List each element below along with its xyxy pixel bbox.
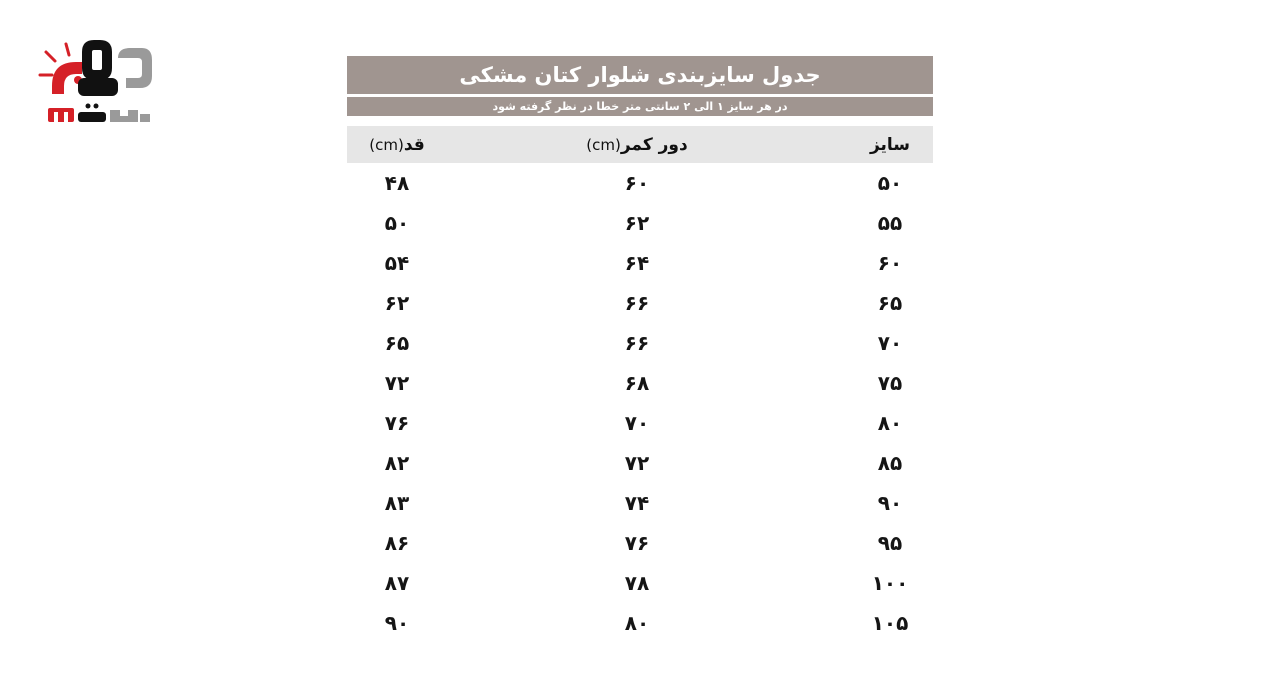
cell-size: ۷۰ xyxy=(877,331,903,355)
table-row xyxy=(347,323,933,363)
cell-height: ۹۰ xyxy=(384,611,410,635)
cell-height: ۸۲ xyxy=(384,451,410,475)
header-waist xyxy=(557,126,717,163)
cell-waist: ۶۸ xyxy=(624,371,650,395)
cell-height: ۷۲ xyxy=(384,371,410,395)
table-header-row xyxy=(347,126,933,163)
header-size-label: سایز xyxy=(869,134,911,155)
table-title: جدول سایزبندی شلوار کتان مشکی xyxy=(347,56,933,94)
cell-size: ۶۵ xyxy=(877,291,903,315)
table-row xyxy=(347,243,933,283)
header-height-unit: (cm) xyxy=(369,135,404,154)
header-height-label: قد xyxy=(403,134,425,155)
table-row xyxy=(347,563,933,603)
table-row xyxy=(347,363,933,403)
cell-waist: ۶۴ xyxy=(624,251,650,275)
cell-size: ۵۵ xyxy=(877,211,903,235)
cell-height: ۴۸ xyxy=(384,171,410,195)
cell-waist: ۶۶ xyxy=(624,291,650,315)
table-row xyxy=(347,443,933,483)
cell-height: ۶۵ xyxy=(384,331,410,355)
cell-waist: ۶۶ xyxy=(624,331,650,355)
table-row xyxy=(347,203,933,243)
cell-size: ۹۵ xyxy=(877,531,903,555)
cell-waist: ۷۴ xyxy=(624,491,650,515)
cell-size: ۱۰۵ xyxy=(871,611,909,635)
size-chart-table xyxy=(347,56,933,643)
table-row xyxy=(347,403,933,443)
table-subtitle: در هر سایز ۱ الی ۲ سانتی متر خطا در نظر گرفته شود xyxy=(347,97,933,116)
cell-size: ۹۰ xyxy=(877,491,903,515)
header-waist-label: دور کمر xyxy=(620,134,688,155)
table-row xyxy=(347,283,933,323)
table-row xyxy=(347,163,933,203)
table-row xyxy=(347,603,933,643)
cell-size: ۷۵ xyxy=(877,371,903,395)
cell-height: ۶۲ xyxy=(384,291,410,315)
cell-waist: ۷۰ xyxy=(624,411,650,435)
cell-height: ۸۳ xyxy=(384,491,410,515)
header-waist-unit: (cm) xyxy=(586,135,621,154)
cell-waist: ۶۲ xyxy=(624,211,650,235)
cell-size: ۵۰ xyxy=(877,171,903,195)
table-row xyxy=(347,483,933,523)
cell-height: ۷۶ xyxy=(384,411,410,435)
cell-size: ۱۰۰ xyxy=(871,571,909,595)
brand-logo-graphic xyxy=(38,38,154,130)
cell-height: ۸۷ xyxy=(384,571,410,595)
header-height xyxy=(347,126,447,163)
header-size xyxy=(847,126,933,163)
cell-waist: ۷۸ xyxy=(624,571,650,595)
cell-size: ۶۰ xyxy=(877,251,903,275)
cell-size: ۸۰ xyxy=(877,411,903,435)
cell-height: ۵۴ xyxy=(384,251,410,275)
cell-waist: ۶۰ xyxy=(624,171,650,195)
cell-waist: ۸۰ xyxy=(624,611,650,635)
table-row xyxy=(347,523,933,563)
cell-size: ۸۵ xyxy=(877,451,903,475)
cell-height: ۸۶ xyxy=(384,531,410,555)
brand-logo xyxy=(38,38,154,130)
cell-waist: ۷۶ xyxy=(624,531,650,555)
cell-height: ۵۰ xyxy=(384,211,410,235)
cell-waist: ۷۲ xyxy=(624,451,650,475)
table-body xyxy=(347,163,933,643)
